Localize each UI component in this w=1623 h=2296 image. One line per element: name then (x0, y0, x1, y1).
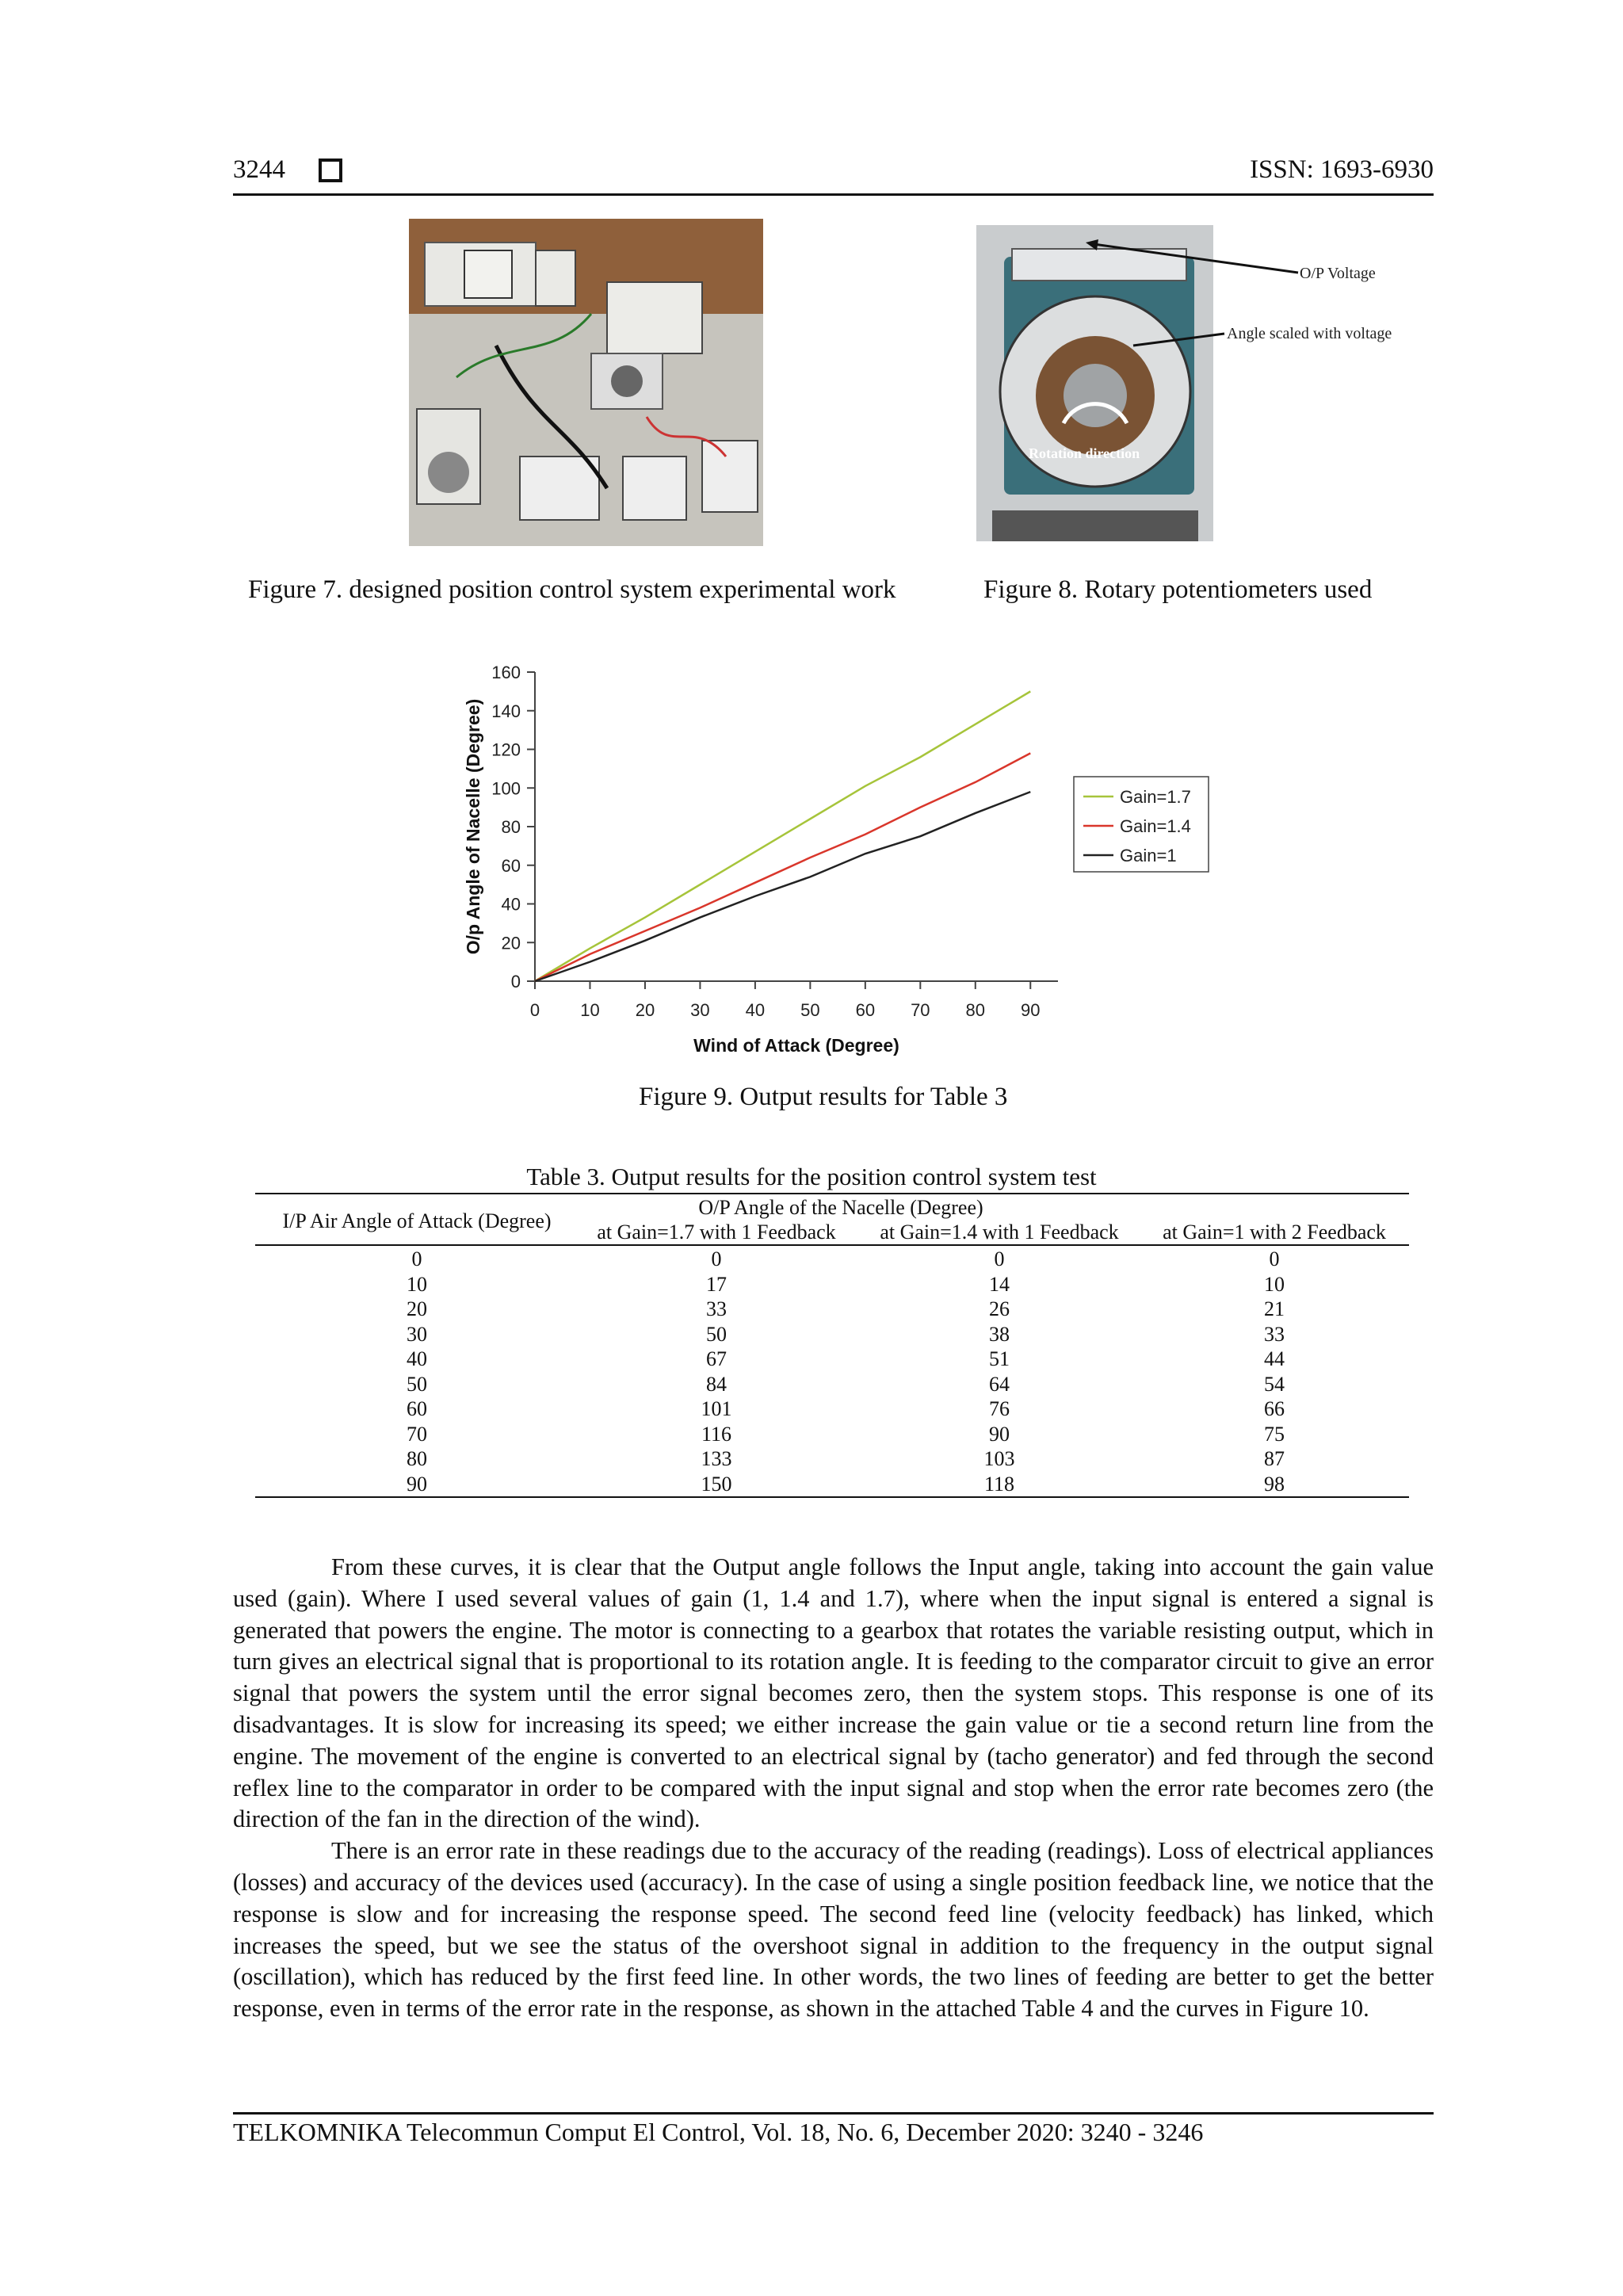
table-sub-header: at Gain=1 with 2 Feedback (1163, 1221, 1386, 1244)
table-group-header: O/P Angle of the Nacelle (Degree) (698, 1196, 983, 1219)
x-tick-label: 10 (580, 1000, 600, 1020)
running-header (233, 155, 1434, 192)
page-number: 3244 (233, 155, 285, 184)
table-cell: 38 (989, 1322, 1010, 1346)
table-cell: 80 (407, 1447, 427, 1470)
table-cell: 33 (706, 1297, 727, 1320)
table-cell: 133 (701, 1447, 732, 1470)
table-cell: 103 (983, 1447, 1015, 1470)
table-cell: 17 (706, 1272, 727, 1296)
footer-rule (233, 2112, 1434, 2115)
table-cell: 0 (1269, 1247, 1280, 1270)
series-line-gain-1-4 (535, 753, 1030, 981)
figure-7-photo (409, 219, 763, 546)
table-cell: 70 (407, 1422, 427, 1446)
table-cell: 50 (407, 1372, 427, 1396)
table-3-title: Table 3. Output results for the position control system test (526, 1163, 1097, 1190)
table-cell: 33 (1264, 1322, 1285, 1346)
x-tick-label: 20 (635, 1000, 655, 1020)
fig8-arrows (1086, 235, 1300, 353)
x-tick-label: 80 (965, 1000, 986, 1020)
header-rule (233, 193, 1434, 196)
paragraph-1: From these curves, it is clear that the Output angle follows the Input angle, taking into account the gain value used (gain). Where I used several values of gain (1, 1.4 and 1.7), where when the input signal is entered a signal is generated that powers the engine. The motor is connecting to a gearbox that rotates the variable resisting output, which in turn gives an electrical signal that is proportional to its rotation angle. It is feeding to the comparator circuit to give an error signal that powers the system until the error signal becomes zero, then the system stops. This response is one of its disadvantages. It is slow for increasing its speed; we either increase the gain value or tie a second return line from the engine. The movement of the engine is converted to an electrical signal by (tacho generator) and fed through the second reflex line to the comparator in order to be compared with the input signal and stop when the error rate becomes zero (the direction of the fan in the direction of the wind). (233, 1553, 1434, 1833)
y-tick-label: 120 (491, 739, 521, 760)
table-cell: 50 (706, 1322, 727, 1346)
x-tick-label: 0 (529, 1000, 540, 1020)
table-cell: 101 (701, 1397, 732, 1420)
y-tick-label: 60 (501, 855, 521, 876)
table-sub-header: at Gain=1.7 with 1 Feedback (597, 1221, 836, 1244)
table-cell: 75 (1264, 1422, 1285, 1446)
table-cell: 90 (989, 1422, 1010, 1446)
figure-9-caption: Figure 9. Output results for Table 3 (639, 1083, 1008, 1111)
table-col0-header: I/P Air Angle of Attack (Degree) (282, 1209, 552, 1232)
table-bottom-rule (255, 1496, 1409, 1498)
table-cell: 26 (989, 1297, 1010, 1320)
table-sub-header: at Gain=1.4 with 1 Feedback (880, 1221, 1119, 1244)
table-cell: 76 (989, 1397, 1010, 1420)
table-cell: 0 (994, 1247, 1005, 1270)
table-cell: 21 (1264, 1297, 1285, 1320)
y-tick-label: 80 (501, 817, 521, 837)
y-tick-label: 160 (491, 663, 521, 682)
y-tick-label: 0 (510, 972, 521, 991)
paragraph-2: There is an error rate in these readings due to the accuracy of the reading (readings). Loss of electrical appliances (losses) and accuracy of the devices used (accuracy). In the case of using a single position feedback line, we notice that the response is slow and for increasing the response speed. The second feed line (velocity feedback) has linked, which increases the speed, but we see the status of the overshoot signal in addition to the frequency in the output signal (oscillation), which has reduced by the first feed line. In other words, the two lines of feeding are better to get the better response, even in terms of the error rate in the response, as shown in the attached Table 4 and the curves in Figure 10. (233, 1837, 1434, 2023)
table-cell: 14 (989, 1272, 1010, 1296)
table-cell: 90 (407, 1472, 427, 1496)
fig8-label-angle-scaled: Angle scaled with voltage (1227, 325, 1392, 342)
table-cell: 0 (711, 1247, 722, 1270)
series-line-gain-1-7 (535, 691, 1030, 981)
table-cell: 116 (701, 1422, 732, 1446)
table-cell: 10 (407, 1272, 427, 1296)
figure-8-caption: Figure 8. Rotary potentiometers used (983, 575, 1373, 604)
figure-7-caption: Figure 7. designed position control system experimental work (248, 575, 896, 604)
table-cell: 84 (706, 1372, 727, 1396)
y-axis-title: O/p Angle of Nacelle (Degree) (463, 698, 483, 955)
table-cell: 40 (407, 1347, 427, 1370)
series-line-gain-1 (535, 792, 1030, 981)
y-tick-label: 20 (501, 933, 521, 953)
x-tick-label: 90 (1021, 1000, 1041, 1020)
fig8-label-op-voltage: O/P Voltage (1300, 265, 1376, 282)
y-tick-label: 100 (491, 778, 521, 799)
x-tick-label: 40 (745, 1000, 766, 1020)
fig8-label-rotation: Rotation direction (1029, 445, 1140, 461)
table-cell: 150 (701, 1472, 732, 1496)
table-cell: 87 (1264, 1447, 1285, 1470)
y-tick-label: 140 (491, 701, 521, 721)
x-tick-label: 60 (855, 1000, 876, 1020)
x-tick-label: 30 (690, 1000, 710, 1020)
legend-label: Gain=1.4 (1120, 816, 1191, 836)
table-cell: 51 (989, 1347, 1010, 1370)
checkbox-square-icon (319, 159, 342, 182)
table-cell: 44 (1264, 1347, 1285, 1370)
table-cell: 67 (706, 1347, 727, 1370)
table-cell: 64 (989, 1372, 1010, 1396)
table-cell: 30 (407, 1322, 427, 1346)
table-top-rule (255, 1193, 1409, 1194)
table-cell: 118 (983, 1472, 1015, 1496)
table-cell: 20 (407, 1297, 427, 1320)
legend-label: Gain=1 (1120, 846, 1177, 865)
x-tick-label: 50 (800, 1000, 820, 1020)
table-cell: 10 (1264, 1272, 1285, 1296)
body-text (233, 1552, 1434, 2025)
table-cell: 0 (411, 1247, 422, 1270)
table-header-rule (255, 1244, 1409, 1246)
table-cell: 54 (1264, 1372, 1285, 1396)
running-footer: TELKOMNIKA Telecommun Comput El Control, Vol. 18, No. 6, December 2020: 3240 - 3246 (233, 2118, 1204, 2146)
table-cell: 66 (1264, 1397, 1285, 1420)
y-tick-label: 40 (501, 894, 521, 915)
x-tick-label: 70 (911, 1000, 930, 1020)
figure-9-chart (444, 650, 1236, 1062)
table-cell: 98 (1264, 1472, 1285, 1496)
table-cell: 60 (407, 1397, 427, 1420)
legend-label: Gain=1.7 (1120, 787, 1191, 807)
issn: ISSN: 1693-6930 (1250, 155, 1434, 184)
x-axis-title: Wind of Attack (Degree) (693, 1035, 899, 1056)
